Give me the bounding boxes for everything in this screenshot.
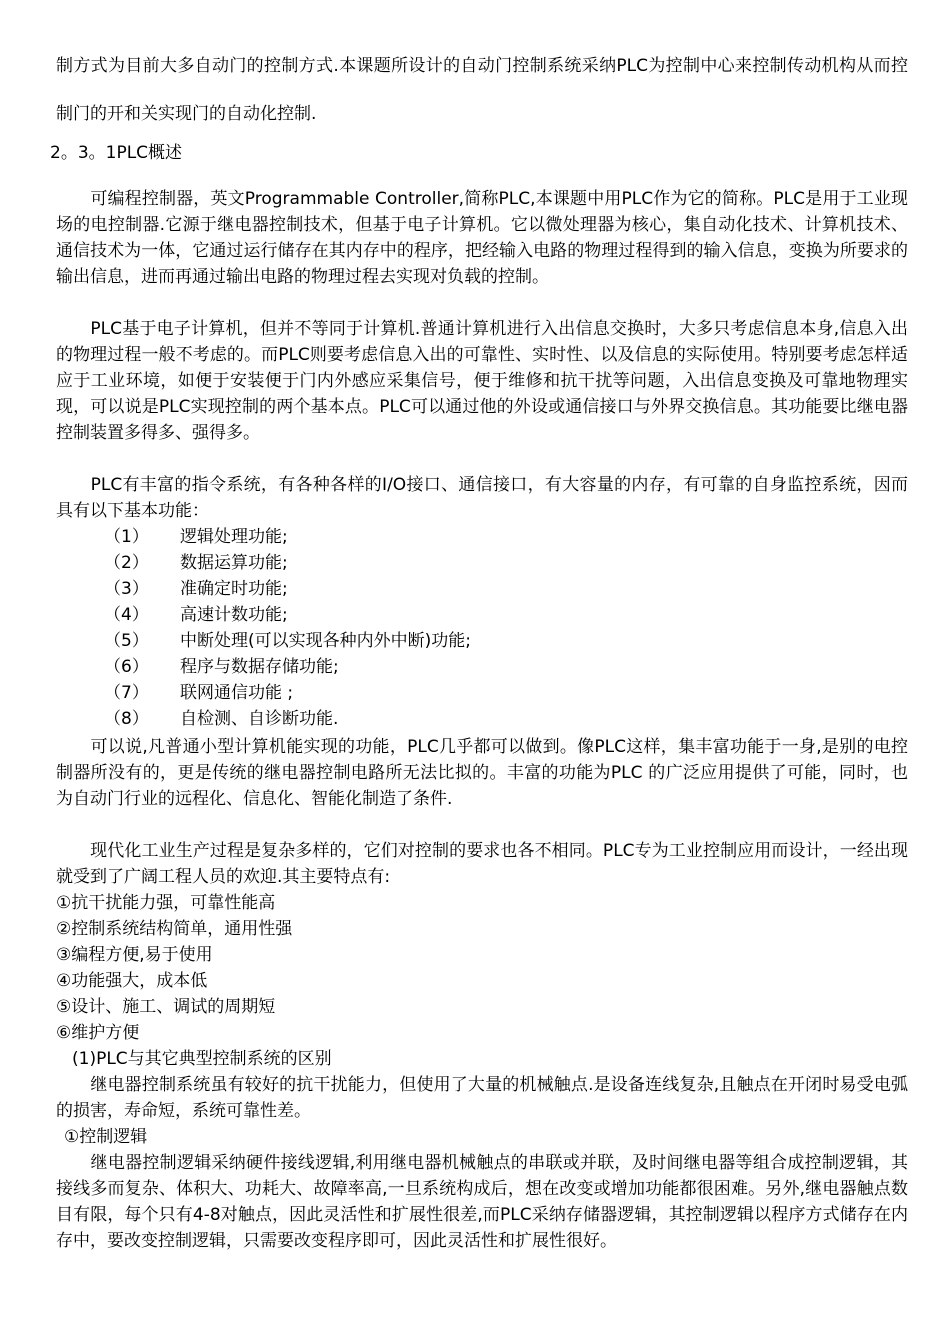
paragraph-plc-definition: 可编程控制器，英文Programmable Controller,简称PLC,本课题中用PLC作为它的简称。PLC是用于工业现场的电控制器.它源于继电器控制技术，但基于电子计算机。它以微处理器为核心，集自动化技术、计算机技术、通信技术为一体，它通过运行储存在其内存中的程序，把经输入电路的物理过程得到的输入信息，变换为所要求的输出信息，进而再通过输出电路的物理过程去实现对负载的控制。 (56, 189, 908, 287)
feature-list-item: ④功能强大，成本低 (56, 971, 208, 991)
paragraph-plc-features-intro: 现代化工业生产过程是复杂多样的，它们对控制的要求也各不相同。PLC专为工业控制应用而设计，一经出现就受到了广阔工程人员的欢迎.其主要特点有: (56, 841, 908, 887)
feature-list-item: ②控制系统结构简单，通用性强 (56, 919, 293, 939)
function-list-item: （3） 准确定时功能; (104, 579, 288, 599)
feature-list-item: ⑤设计、施工、调试的周期短 (56, 997, 276, 1017)
function-list-item: （2） 数据运算功能; (104, 553, 288, 573)
function-list-item: （6） 程序与数据存储功能; (104, 657, 339, 677)
paragraph-control-logic: 继电器控制逻辑采纳硬件接线逻辑,利用继电器机械触点的串联或并联，及时间继电器等组合成控制逻辑，其接线多而复杂、体积大、功耗大、故障率高,一旦系统构成后，想在改变或增加功能都很困难。另外,继电器触点数目有限，每个只有4-8对触点，因此灵活性和扩展性很差,而PLC采纳存储器逻辑，其控制逻辑以程序方式储存在内存中，要改变控制逻辑，只需要改变程序即可，因此灵活性和扩展性很好。 (56, 1153, 908, 1251)
paragraph-plc-vs-computer: PLC基于电子计算机，但并不等同于计算机.普通计算机进行入出信息交换时，大多只考虑信息本身,信息入出的物理过程一般不考虑的。而PLC则要考虑信息入出的可靠性、实时性、以及信息的实际使用。特别要考虑怎样适应于工业环境，如便于安装便于门内外感应采集信号，便于维修和抗干扰等问题，入出信息变换及可靠地物理实现，可以说是PLC实现控制的两个基本点。PLC可以通过他的外设或通信接口与外界交换信息。其功能要比继电器控制装置多得多、强得多。 (56, 319, 908, 443)
function-list-item: （8） 自检测、自诊断功能. (104, 709, 339, 729)
intro-paragraph: 制方式为目前大多自动门的控制方式.本课题所设计的自动门控制系统采纳PLC为控制中心来控制传动机构从而控制门的开和关实现门的自动化控制. (56, 56, 908, 124)
paragraph-relay-system: 继电器控制系统虽有较好的抗干扰能力，但使用了大量的机械触点.是设备连线复杂,且触点在开闭时易受电弧的损害，寿命短，系统可靠性差。 (56, 1075, 908, 1121)
function-list-item: （4） 高速计数功能; (104, 605, 288, 625)
function-list-item: （5） 中断处理(可以实现各种内外中断)功能; (104, 631, 471, 651)
sub-heading: (1)PLC与其它典型控制系统的区别 (72, 1049, 332, 1069)
section-heading: 2。3。1PLC概述 (50, 143, 183, 163)
paragraph-plc-functions-intro: PLC有丰富的指令系统，有各种各样的I/O接口、通信接口，有大容量的内存，有可靠的自身监控系统，因而具有以下基本功能： (56, 475, 908, 521)
feature-list-item: ①抗干扰能力强，可靠性能高 (56, 893, 276, 913)
feature-list-item: ⑥维护方便 (56, 1023, 140, 1043)
function-list-item: （7） 联网通信功能 ; (104, 683, 294, 703)
feature-list-item: ③编程方便,易于使用 (56, 945, 213, 965)
paragraph-plc-capabilities: 可以说,凡普通小型计算机能实现的功能，PLC几乎都可以做到。像PLC这样，集丰富功能于一身,是别的电控制器所没有的，更是传统的继电器控制电路所无法比拟的。丰富的功能为PLC 的广泛应用提供了可能，同时，也为自动门行业的远程化、信息化、智能化制造了条件. (56, 737, 908, 809)
sub-heading-control-logic: ①控制逻辑 (64, 1127, 148, 1147)
function-list-item: （1） 逻辑处理功能; (104, 527, 288, 547)
